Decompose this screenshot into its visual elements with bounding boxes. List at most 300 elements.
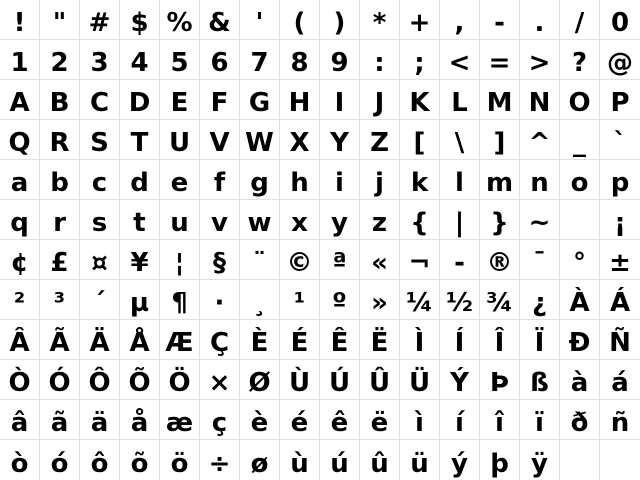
glyph-cell[interactable] [520, 120, 560, 160]
glyph-cell[interactable] [40, 360, 80, 400]
glyph: Í [454, 328, 465, 359]
glyph: T [130, 128, 149, 159]
glyph-cell[interactable] [40, 400, 80, 440]
glyph-cell[interactable] [160, 120, 200, 160]
glyph-cell[interactable] [320, 240, 360, 280]
glyph: N [528, 88, 551, 119]
glyph-cell[interactable] [0, 240, 40, 280]
glyph: 2 [50, 48, 69, 79]
glyph: @ [607, 48, 633, 79]
glyph-cell[interactable] [280, 320, 320, 360]
glyph-cell[interactable] [120, 40, 160, 80]
glyph-cell[interactable] [80, 40, 120, 80]
glyph: Q [8, 128, 31, 159]
glyph-cell[interactable] [520, 400, 560, 440]
glyph: ï [535, 408, 544, 439]
glyph: L [451, 88, 468, 119]
glyph-cell[interactable] [280, 280, 320, 320]
glyph: æ [165, 408, 194, 439]
glyph-cell[interactable] [400, 0, 440, 40]
glyph-cell[interactable] [400, 400, 440, 440]
glyph-cell[interactable] [440, 120, 480, 160]
glyph-cell[interactable] [520, 40, 560, 80]
glyph-cell[interactable] [480, 40, 520, 80]
glyph-cell[interactable] [280, 200, 320, 240]
glyph: Ý [450, 368, 469, 399]
glyph-cell[interactable] [280, 440, 320, 480]
glyph-cell[interactable] [280, 360, 320, 400]
glyph-cell[interactable] [280, 400, 320, 440]
glyph-cell[interactable] [80, 360, 120, 400]
glyph: i [335, 168, 344, 199]
glyph-cell[interactable] [320, 0, 360, 40]
glyph: ¬ [408, 248, 431, 279]
glyph: ¸ [253, 288, 266, 319]
glyph-cell[interactable] [560, 0, 600, 40]
glyph-cell[interactable] [240, 320, 280, 360]
glyph-cell[interactable] [200, 320, 240, 360]
glyph-cell[interactable] [240, 360, 280, 400]
glyph-cell[interactable] [0, 120, 40, 160]
glyph: % [166, 8, 193, 39]
glyph: å [130, 408, 149, 439]
glyph: | [454, 208, 465, 239]
glyph: Æ [165, 328, 194, 359]
glyph: < [448, 48, 471, 79]
glyph: î [495, 408, 504, 439]
glyph-cell[interactable] [200, 440, 240, 480]
glyph-cell[interactable] [80, 320, 120, 360]
glyph-cell[interactable] [360, 320, 400, 360]
glyph-cell[interactable] [360, 0, 400, 40]
glyph-cell[interactable] [440, 440, 480, 480]
glyph-cell[interactable] [440, 200, 480, 240]
glyph-cell[interactable] [0, 280, 40, 320]
glyph: 4 [130, 48, 149, 79]
glyph-cell[interactable] [80, 160, 120, 200]
glyph-cell[interactable] [520, 0, 560, 40]
glyph-cell[interactable] [160, 80, 200, 120]
glyph: § [213, 248, 226, 279]
glyph-cell[interactable] [520, 320, 560, 360]
glyph: ð [570, 408, 589, 439]
glyph: Ä [89, 328, 110, 359]
glyph-cell[interactable] [240, 0, 280, 40]
glyph-cell[interactable] [400, 80, 440, 120]
glyph: X [289, 128, 310, 159]
glyph-cell[interactable] [600, 320, 640, 360]
glyph: ' [255, 8, 264, 39]
glyph: ó [50, 449, 69, 480]
glyph-cell[interactable] [80, 240, 120, 280]
glyph-cell[interactable] [320, 40, 360, 80]
glyph-cell[interactable] [600, 160, 640, 200]
glyph-cell[interactable] [160, 320, 200, 360]
glyph-cell[interactable] [120, 240, 160, 280]
glyph: í [455, 408, 464, 439]
glyph-cell[interactable] [160, 280, 200, 320]
glyph-cell[interactable] [200, 200, 240, 240]
glyph-cell[interactable] [40, 440, 80, 480]
glyph: - [454, 248, 465, 279]
glyph-cell[interactable] [520, 200, 560, 240]
glyph-cell[interactable] [160, 440, 200, 480]
glyph-cell[interactable] [440, 360, 480, 400]
glyph: c [91, 168, 108, 199]
glyph-cell[interactable] [400, 280, 440, 320]
glyph-cell[interactable] [160, 160, 200, 200]
glyph-cell[interactable] [600, 200, 640, 240]
glyph-cell[interactable] [240, 120, 280, 160]
glyph-cell[interactable] [160, 200, 200, 240]
glyph-cell[interactable] [480, 440, 520, 480]
glyph: é [290, 408, 309, 439]
glyph: µ [129, 288, 150, 319]
glyph: 9 [330, 48, 349, 79]
glyph: R [49, 128, 70, 159]
glyph-cell[interactable] [520, 160, 560, 200]
glyph-cell[interactable] [520, 440, 560, 480]
glyph: £ [50, 248, 69, 279]
glyph-cell[interactable] [360, 40, 400, 80]
glyph: ¢ [10, 248, 29, 279]
glyph-cell[interactable] [440, 40, 480, 80]
glyph-cell[interactable] [0, 320, 40, 360]
glyph-cell[interactable] [80, 440, 120, 480]
glyph: ¼ [406, 288, 433, 319]
glyph: D [128, 88, 151, 119]
glyph: ) [333, 8, 346, 39]
glyph-cell[interactable] [40, 320, 80, 360]
glyph-cell[interactable] [80, 120, 120, 160]
glyph-cell[interactable] [400, 360, 440, 400]
glyph: 6 [210, 48, 229, 79]
glyph: Ò [8, 368, 31, 399]
glyph-cell[interactable] [560, 400, 600, 440]
glyph-cell[interactable] [160, 0, 200, 40]
glyph-cell[interactable] [200, 280, 240, 320]
glyph-cell[interactable] [560, 240, 600, 280]
glyph-cell[interactable] [600, 0, 640, 40]
glyph-cell[interactable] [600, 360, 640, 400]
glyph-cell[interactable] [360, 360, 400, 400]
glyph-cell[interactable] [560, 360, 600, 400]
glyph: E [170, 88, 189, 119]
glyph: V [209, 128, 230, 159]
glyph-cell[interactable] [600, 80, 640, 120]
glyph-cell[interactable] [440, 0, 480, 40]
glyph-cell[interactable] [200, 40, 240, 80]
glyph: ¿ [531, 288, 548, 319]
glyph-cell[interactable] [280, 40, 320, 80]
glyph-cell[interactable] [0, 200, 40, 240]
glyph-cell[interactable] [40, 0, 80, 40]
glyph-cell[interactable] [440, 80, 480, 120]
glyph: è [250, 408, 269, 439]
glyph-cell[interactable] [240, 40, 280, 80]
glyph-cell[interactable] [40, 160, 80, 200]
glyph: Ö [168, 368, 191, 399]
glyph-cell[interactable] [520, 280, 560, 320]
glyph-cell[interactable] [80, 400, 120, 440]
glyph-cell[interactable] [0, 360, 40, 400]
glyph: ý [451, 449, 468, 480]
glyph: Ú [328, 368, 351, 399]
glyph-cell[interactable] [240, 440, 280, 480]
glyph-cell[interactable] [120, 80, 160, 120]
glyph-cell[interactable] [520, 360, 560, 400]
glyph-cell[interactable] [360, 120, 400, 160]
glyph-cell[interactable] [560, 80, 600, 120]
glyph-cell[interactable] [480, 120, 520, 160]
glyph-cell[interactable] [0, 400, 40, 440]
glyph: 3 [90, 48, 109, 79]
glyph: W [245, 128, 274, 159]
glyph-cell[interactable] [600, 40, 640, 80]
glyph-cell[interactable] [200, 80, 240, 120]
glyph-cell[interactable] [120, 160, 160, 200]
glyph: } [490, 208, 509, 239]
glyph: = [488, 48, 511, 79]
glyph-cell[interactable] [160, 40, 200, 80]
glyph-cell[interactable] [560, 120, 600, 160]
glyph-cell[interactable] [40, 40, 80, 80]
glyph-cell[interactable] [320, 120, 360, 160]
glyph: « [371, 248, 388, 279]
glyph-cell[interactable] [520, 240, 560, 280]
glyph: q [10, 208, 29, 239]
glyph-cell[interactable] [320, 360, 360, 400]
glyph: S [90, 128, 109, 159]
glyph: Ù [288, 368, 311, 399]
glyph-cell[interactable] [360, 240, 400, 280]
glyph-cell[interactable] [0, 440, 40, 480]
glyph: ¹ [293, 288, 306, 319]
glyph: Ó [48, 368, 71, 399]
glyph: ´ [93, 288, 106, 319]
glyph: ( [293, 8, 306, 39]
glyph: m [485, 168, 514, 199]
glyph: ¤ [91, 248, 108, 279]
glyph-cell[interactable] [160, 240, 200, 280]
glyph: w [247, 208, 272, 239]
glyph-cell[interactable] [360, 280, 400, 320]
glyph-cell[interactable] [600, 280, 640, 320]
glyph: k [410, 168, 429, 199]
glyph-cell[interactable] [120, 440, 160, 480]
glyph-cell[interactable] [520, 80, 560, 120]
glyph: 5 [170, 48, 189, 79]
glyph-cell[interactable] [80, 200, 120, 240]
glyph-cell[interactable] [120, 360, 160, 400]
glyph: r [53, 208, 66, 239]
glyph: Ê [330, 328, 349, 359]
glyph-cell[interactable] [280, 0, 320, 40]
glyph-cell[interactable] [360, 400, 400, 440]
glyph-cell[interactable] [480, 0, 520, 40]
glyph-cell[interactable] [400, 240, 440, 280]
glyph-cell[interactable] [320, 400, 360, 440]
glyph-cell[interactable] [600, 400, 640, 440]
glyph: © [286, 248, 313, 279]
glyph: 8 [290, 48, 309, 79]
glyph: 7 [250, 48, 269, 79]
glyph-cell[interactable] [280, 120, 320, 160]
glyph-cell[interactable] [480, 160, 520, 200]
glyph-cell[interactable] [400, 40, 440, 80]
glyph-cell[interactable] [440, 240, 480, 280]
glyph: Ì [414, 328, 425, 359]
glyph: b [50, 168, 69, 199]
glyph: Î [494, 328, 505, 359]
glyph: h [290, 168, 309, 199]
glyph: M [486, 88, 513, 119]
glyph: ã [50, 408, 69, 439]
glyph-cell[interactable] [360, 160, 400, 200]
glyph: Ü [408, 368, 431, 399]
glyph-cell[interactable] [320, 280, 360, 320]
glyph: Þ [489, 368, 510, 399]
glyph: ¯ [533, 248, 546, 279]
glyph-cell[interactable] [360, 440, 400, 480]
glyph-cell[interactable] [560, 40, 600, 80]
glyph: ® [486, 248, 513, 279]
glyph: ³ [53, 288, 66, 319]
glyph-cell[interactable] [120, 280, 160, 320]
glyph-cell[interactable] [320, 200, 360, 240]
glyph-cell[interactable] [200, 240, 240, 280]
glyph: H [288, 88, 311, 119]
glyph: e [170, 168, 189, 199]
glyph-cell[interactable] [480, 320, 520, 360]
glyph-cell[interactable] [440, 320, 480, 360]
glyph: ÿ [531, 449, 548, 480]
glyph-cell[interactable] [280, 240, 320, 280]
glyph-cell[interactable] [280, 160, 320, 200]
glyph-cell[interactable] [360, 80, 400, 120]
glyph-cell[interactable] [200, 120, 240, 160]
glyph-cell[interactable] [560, 320, 600, 360]
glyph-cell[interactable] [120, 0, 160, 40]
glyph-cell[interactable] [40, 280, 80, 320]
glyph: K [409, 88, 430, 119]
glyph-cell[interactable] [480, 360, 520, 400]
glyph: x [291, 208, 308, 239]
glyph-cell[interactable] [0, 80, 40, 120]
glyph-cell[interactable] [80, 80, 120, 120]
glyph: ? [571, 48, 588, 79]
glyph-cell[interactable] [240, 160, 280, 200]
glyph-cell[interactable] [0, 0, 40, 40]
glyph: Á [609, 288, 631, 319]
glyph-cell[interactable] [240, 240, 280, 280]
glyph: Ë [370, 328, 389, 359]
glyph-cell[interactable] [400, 440, 440, 480]
glyph: G [248, 88, 271, 119]
glyph-cell[interactable] [280, 80, 320, 120]
glyph-cell[interactable] [480, 400, 520, 440]
glyph: Å [129, 328, 150, 359]
glyph-cell[interactable] [160, 400, 200, 440]
glyph-cell[interactable] [320, 160, 360, 200]
glyph: ç [211, 408, 228, 439]
glyph: ô [90, 449, 109, 480]
glyph: / [574, 8, 585, 39]
glyph: ¥ [130, 248, 149, 279]
glyph-cell[interactable] [440, 400, 480, 440]
glyph: ] [493, 128, 506, 159]
glyph: Â [9, 328, 30, 359]
glyph-cell[interactable] [440, 280, 480, 320]
glyph: : [374, 48, 385, 79]
glyph-cell[interactable] [80, 0, 120, 40]
glyph-cell[interactable] [200, 360, 240, 400]
glyph-cell[interactable] [360, 200, 400, 240]
glyph-cell[interactable] [240, 200, 280, 240]
glyph-cell[interactable] [400, 160, 440, 200]
glyph-cell[interactable] [480, 200, 520, 240]
glyph-cell[interactable] [40, 240, 80, 280]
glyph: Z [370, 128, 389, 159]
glyph-cell[interactable] [120, 120, 160, 160]
glyph-cell[interactable] [200, 400, 240, 440]
glyph: n [530, 168, 549, 199]
glyph-cell[interactable] [400, 120, 440, 160]
glyph-cell[interactable] [600, 120, 640, 160]
glyph-cell[interactable] [240, 80, 280, 120]
glyph-cell[interactable] [480, 280, 520, 320]
glyph-cell[interactable] [0, 40, 40, 80]
glyph: ü [410, 449, 429, 480]
glyph: ø [250, 449, 269, 480]
glyph-cell[interactable] [320, 80, 360, 120]
glyph-cell[interactable] [400, 320, 440, 360]
glyph: v [211, 208, 228, 239]
glyph-cell[interactable] [400, 200, 440, 240]
glyph-cell[interactable] [200, 160, 240, 200]
glyph-cell[interactable] [560, 160, 600, 200]
glyph: f [213, 168, 226, 199]
glyph-cell[interactable] [200, 0, 240, 40]
glyph: ± [609, 248, 631, 279]
glyph-cell[interactable] [160, 360, 200, 400]
glyph-cell[interactable] [480, 240, 520, 280]
glyph-cell[interactable] [80, 280, 120, 320]
glyph-cell[interactable] [120, 320, 160, 360]
glyph-cell[interactable] [600, 240, 640, 280]
glyph: º [332, 288, 347, 319]
glyph: z [371, 208, 388, 239]
glyph-cell[interactable] [560, 280, 600, 320]
glyph-cell[interactable] [40, 80, 80, 120]
glyph-cell[interactable] [120, 200, 160, 240]
glyph-cell[interactable] [0, 160, 40, 200]
glyph-cell[interactable] [320, 320, 360, 360]
glyph: " [52, 8, 67, 39]
glyph-cell[interactable] [40, 120, 80, 160]
glyph-cell[interactable] [240, 400, 280, 440]
glyph-cell[interactable] [480, 80, 520, 120]
glyph-cell[interactable] [120, 400, 160, 440]
glyph-cell[interactable] [40, 200, 80, 240]
glyph: É [290, 328, 309, 359]
glyph-cell-empty [560, 440, 600, 480]
glyph-cell[interactable] [440, 160, 480, 200]
glyph: ß [530, 368, 549, 399]
glyph-cell[interactable] [240, 280, 280, 320]
glyph: Û [368, 368, 391, 399]
glyph-cell[interactable] [320, 440, 360, 480]
